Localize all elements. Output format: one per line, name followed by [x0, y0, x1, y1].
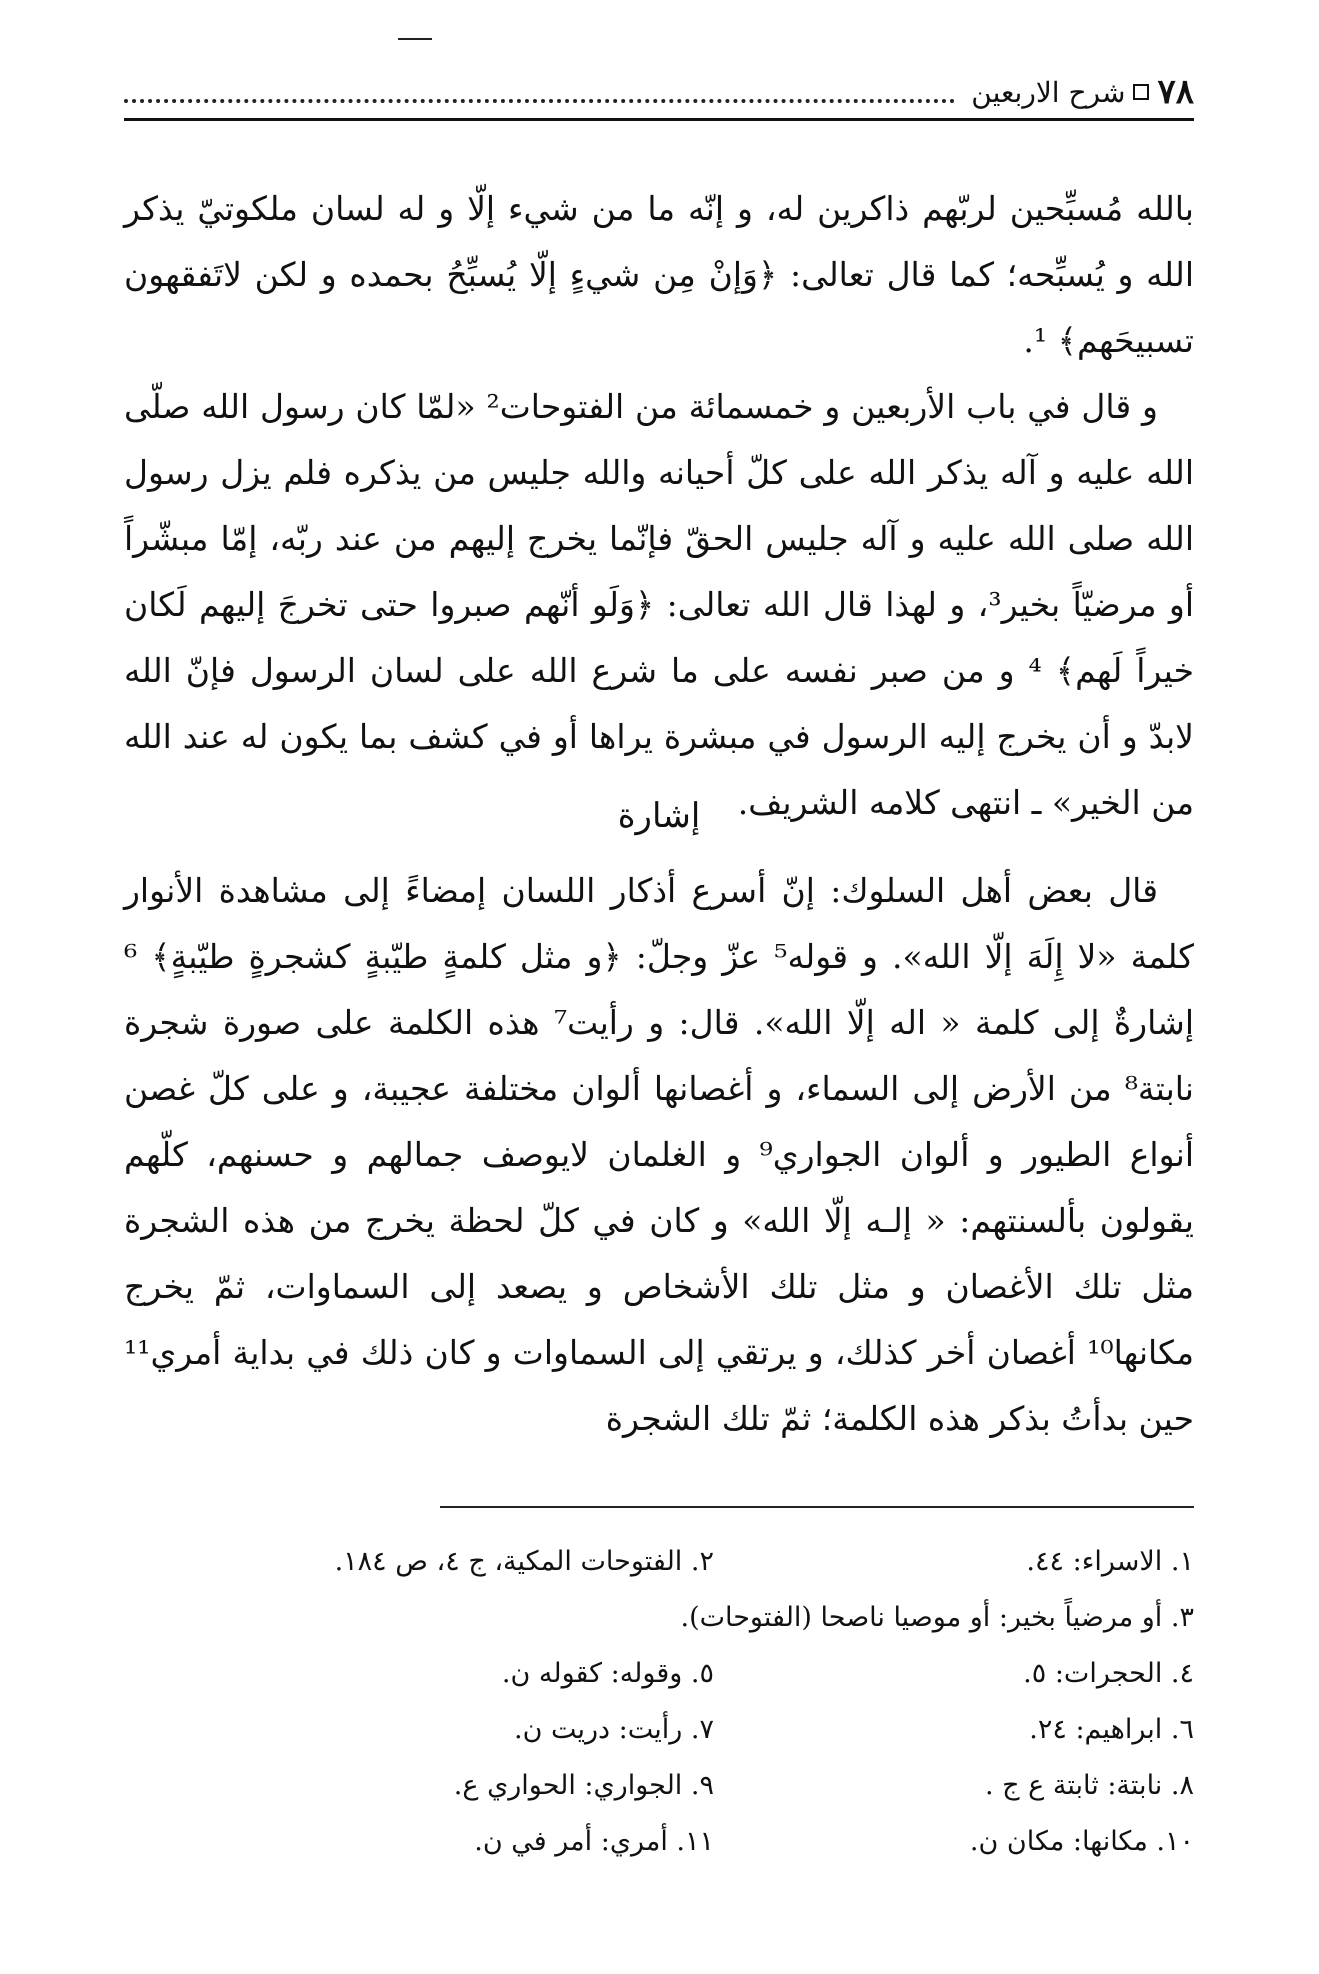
footnote: ٩. الجواري: الحواري ع.	[453, 1770, 714, 1801]
footnote-row	[124, 1814, 1194, 1870]
footnote: ٧. رأيت: دريت ن.	[513, 1714, 714, 1745]
footnote-row	[124, 1534, 1194, 1590]
footnote: ٨. نابتة: ثابتة ع ج .	[985, 1770, 1194, 1801]
footnote: ١١. أمري: أمر في ن.	[474, 1826, 714, 1857]
footnote: ٢. الفتوحات المكية، ج ٤، ص ١٨٤.	[334, 1546, 714, 1577]
footnote: ٤. الحجرات: ٥.	[1023, 1658, 1194, 1689]
body-text-top	[124, 176, 1194, 836]
top-dash	[398, 38, 432, 40]
paragraph: قال بعض أهل السلوك: إنّ أسرع أذكار اللسان إمضاءً إلى مشاهدة الأنوار كلمة «لا إِلَهَ إلّا الله». و قوله⁵ عزّ وجلّ: ﴿و مثل كلمةٍ طيّبةٍ كشجرةٍ طيّبةٍ﴾ ⁶ إشارةٌ إلى كلمة « اله إلّا الله». قال: و رأيت⁷ هذه الكلمة على صورة شجرة نابتة⁸ من الأرض إلى السماء، و أغصانها ألوان مختلفة عجيبة، و على كلّ غصن أنواع الطيور و ألوان الجواري⁹ و الغلمان لايوصف جمالهم و حسنهم، كلّهم يقولون بألسنتهم: « إلـه إلّا الله» و كان في كلّ لحظة يخرج من هذه الشجرة مثل تلك الأغصان و مثل تلك الأشخاص و يصعد إلى السماوات، ثمّ يخرج مكانها¹⁰ أغصان أخر كذلك، و يرتقي إلى السماوات و كان ذلك في بداية أمري¹¹ حين بدأتُ بذكر هذه الكلمة؛ ثمّ تلك الشجرة	[124, 871, 1194, 1438]
footnote-row	[124, 1590, 1194, 1646]
page-header	[124, 66, 1194, 121]
footnote: ١٠. مكانها: مكان ن.	[969, 1826, 1194, 1857]
page-number: ٧٨	[1157, 72, 1194, 112]
footnote: ٦. ابراهيم: ٢٤.	[1029, 1714, 1194, 1745]
dotted-leader	[124, 99, 955, 103]
footnotes	[124, 1534, 1194, 1870]
square-ornament-icon	[1133, 84, 1149, 100]
section-title: إشارة	[617, 796, 701, 836]
footnote: ١. الاسراء: ٤٤.	[1026, 1546, 1194, 1577]
paragraph: بالله مُسبِّحين لربّهم ذاكرين له، و إنّه ما من شيء إلّا و له لسان ملكوتيّ يذكر الله و يُسبِّحه؛ كما قال تعالى: ﴿وَإنْ مِن شيءٍ إلّا يُسبِّحُ بحمده و لكن لاتَفقهون تسبيحَهم﴾ ¹.	[124, 189, 1194, 360]
footnote-row	[124, 1646, 1194, 1702]
footnote-row	[124, 1758, 1194, 1814]
footnote: ٥. وقوله: كقوله ن.	[501, 1658, 714, 1689]
footnote-divider	[440, 1506, 1194, 1508]
running-title: شرح الاربعين	[971, 75, 1126, 109]
footnote: ٣. أو مرضياً بخير: أو موصيا ناصحا (الفتوحات).	[680, 1602, 1194, 1633]
footnote-row	[124, 1702, 1194, 1758]
paragraph: و قال في باب الأربعين و خمسمائة من الفتوحات² «لمّا كان رسول الله صلّى الله عليه و آله يذكر الله على كلّ أحيانه والله جليس من يذكره فلم يزل رسول الله صلى الله عليه و آله جليس الحقّ فإنّما يخرج إليهم من عند ربّه، إمّا مبشّراً أو مرضيّاً بخير³، و لهذا قال الله تعالى: ﴿وَلَو أنّهم صبروا حتى تخرجَ إليهم لَكان خيراً لَهم﴾ ⁴ و من صبر نفسه على ما شرع الله على لسان الرسول فإنّ الله لابدّ و أن يخرج إليه الرسول في مبشرة يراها أو في كشف بما يكون له عند الله من الخير» ـ انتهى كلامه الشريف.	[124, 387, 1194, 822]
body-text-bottom	[124, 858, 1194, 1452]
